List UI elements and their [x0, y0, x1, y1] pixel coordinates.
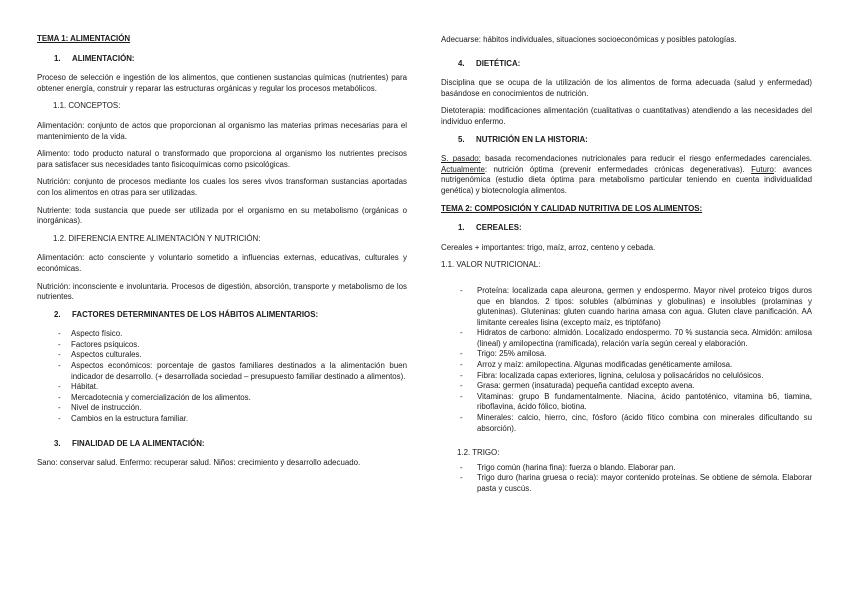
history-future-text: : avances nutrigenómica (estudio dieta óptima para metabolismo particular teniendo en cuenta individualidad genética) y biotecnología alimentos.: [441, 164, 812, 195]
list-item: - Vitaminas: grupo B fundamentalmente. Niacina, ácido pantoténico, vitamina b6, tiamina, riboflavina, ácido fólico, biotina.: [441, 392, 812, 413]
paragraph: Disciplina que se ocupa de la utilización de los alimentos de forma adecuada (salud y enfermedad) basándose en conocimientos de nutrición.: [441, 78, 812, 98]
section-1-heading: [54, 54, 407, 65]
section-3-heading: [54, 439, 407, 450]
history-paragraph: [441, 154, 812, 196]
list-item: - Aspectos económicos: porcentaje de gastos familiares destinados a la alimentación buen indicador de desarrollo. (+ desarrollada sociedad – presupuesto familiar destinado a alimentos).: [37, 361, 407, 382]
subsection-1-1-heading: 1.1. VALOR NUTRICIONAL:: [441, 260, 541, 270]
section-number: 1.: [54, 53, 61, 63]
paragraph: Alimentación: acto consciente y voluntario sometido a influencias externas, educativas, culturales y económicas.: [37, 253, 407, 273]
section-2-heading: [54, 310, 407, 321]
list-item: - Minerales: calcio, hierro, cinc, fósforo (ácido fítico combina con minerales dificultando su absorción).: [441, 413, 812, 434]
history-future-label: Futuro: [751, 164, 774, 174]
list-item: - Trigo duro (harina gruesa o recia): mayor contenido proteínas. Se obtiene de sémola. Elaborar pasta y cuscús.: [441, 473, 812, 494]
factors-list: [37, 329, 407, 424]
section-label: DIETÉTICA:: [476, 58, 521, 68]
paragraph: Cereales + importantes: trigo, maíz, arroz, centeno y cebada.: [441, 242, 656, 252]
topic-1-title: TEMA 1: ALIMENTACIÓN: [37, 34, 131, 43]
history-past-text: basada recomendaciones nutricionales para reducir el riesgo enfermedades carenciales.: [480, 154, 812, 164]
list-item: - Aspecto físico.: [37, 329, 407, 340]
paragraph: Nutrición: conjunto de procesos mediante los cuales los seres vivos transforman sustancias aportadas con los alimentos en otras para ser utilizadas.: [37, 177, 407, 197]
list-item: - Proteína: localizada capa aleurona, germen y endospermo. Mayor nivel proteico trigos duros que en blandos. 2 tipos: solubles (albúminas y globulinas) e insolubles (prolaminas y gluteninas). Gluteninas: gluten cuando harina amasa con agua. Gluten clave panificación. AA limitante cereales lisina (excepto maíz, es triptófano): [441, 286, 812, 328]
paragraph: Nutriente: toda sustancia que puede ser utilizada por el organismo en su metabolismo (orgánicas o inorgánicas).: [37, 205, 407, 226]
section-5-heading: [458, 135, 812, 146]
nutritional-value-list: [441, 286, 812, 434]
subsection-1-1-heading: 1.1. CONCEPTOS:: [53, 101, 121, 111]
section-label: FINALIDAD DE LA ALIMENTACIÓN:: [72, 438, 205, 448]
paragraph: Adecuarse: hábitos individuales, situaciones socioeconómicas y posibles patologías.: [441, 35, 737, 44]
topic-2-title: TEMA 2: COMPOSICIÓN Y CALIDAD NUTRITIVA DE LOS ALIMENTOS:: [441, 203, 703, 213]
paragraph: Alimentación: conjunto de actos que proporcionan al organismo las materias primas necesarias para el mantenimiento de la vida.: [37, 120, 407, 141]
section-number: 1.: [458, 223, 465, 233]
list-item: - Trigo: 25% amilosa.: [441, 349, 812, 360]
section-number: 4.: [458, 58, 465, 68]
paragraph: Sano: conservar salud. Enfermo: recuperar salud. Niños: crecimiento y desarrollo adecuado.: [37, 458, 361, 468]
list-item: - Hábitat.: [37, 382, 407, 393]
paragraph: Nutrición: inconsciente e involuntaria. Procesos de digestión, absorción, transporte y metabolismo de los nutrientes.: [37, 281, 407, 302]
list-item: - Arroz y maíz: amilopectina. Algunas modificadas genéticamente amilosa.: [441, 360, 812, 371]
section-label: FACTORES DETERMINANTES DE LOS HÁBITOS ALIMENTARIOS:: [72, 309, 319, 319]
section-4-heading: [458, 59, 812, 70]
paragraph: Alimento: todo producto natural o transformado que proporciona al organismo los nutrientes precisos para satisfacer sus necesidades tanto fisicoquímicas como psicológicas.: [37, 149, 407, 169]
list-item: - Fibra: localizada capas exteriores, lignina, celulosa y polisacáridos no celulósicos.: [441, 371, 812, 382]
list-item: - Nivel de instrucción.: [37, 403, 407, 414]
list-item: - Trigo común (harina fina): fuerza o blando. Elaborar pan.: [441, 463, 812, 474]
left-column: [37, 34, 407, 476]
section-number: 5.: [458, 134, 465, 144]
paragraph: Dietoterapia: modificaciones alimentación (cualitativas o cuantitativas) atendiendo a las necesidades del individuo enfermo.: [441, 106, 812, 126]
section-number: 2.: [54, 309, 61, 319]
paragraph: Proceso de selección e ingestión de los alimentos, que contienen sustancias químicas (nutrientes) para obtener energía, construir y reparar las estructuras orgánicas y regular los procesos metabólicos.: [37, 73, 407, 93]
section-label: NUTRICIÓN EN LA HISTORIA:: [476, 134, 588, 144]
list-item: - Mercadotecnia y comercialización de los alimentos.: [37, 393, 407, 404]
right-column: [441, 35, 812, 503]
subsection-1-2-heading: 1.2. TRIGO:: [457, 448, 500, 458]
cereals-heading: [458, 223, 812, 234]
section-label: ALIMENTACIÓN:: [72, 53, 135, 63]
section-label: CEREALES:: [476, 223, 522, 233]
list-item: - Cambios en la estructura familiar.: [37, 414, 407, 425]
list-item: - Aspectos culturales.: [37, 350, 407, 361]
history-current-label: Actualmente: [441, 164, 485, 174]
section-number: 3.: [54, 438, 61, 448]
subsection-1-2-heading: 1.2. DIFERENCIA ENTRE ALIMENTACIÓN Y NUTRICIÓN:: [53, 233, 261, 243]
wheat-list: [441, 463, 812, 495]
list-item: - Grasa: germen (insaturada) pequeña cantidad excepto avena.: [441, 381, 812, 392]
history-current-text: : nutrición óptima (prevenir enfermedades crónicas degenerativas).: [484, 164, 745, 174]
history-past-label: S. pasado:: [441, 154, 481, 164]
list-item: - Factores psíquicos.: [37, 340, 407, 351]
list-item: - Hidratos de carbono: almidón. Localizado endospermo. 70 % sustancia seca. Almidón: amilosa (lineal) y amilopectina (ramificada), relación varía según cereal y elaboración.: [441, 328, 812, 349]
